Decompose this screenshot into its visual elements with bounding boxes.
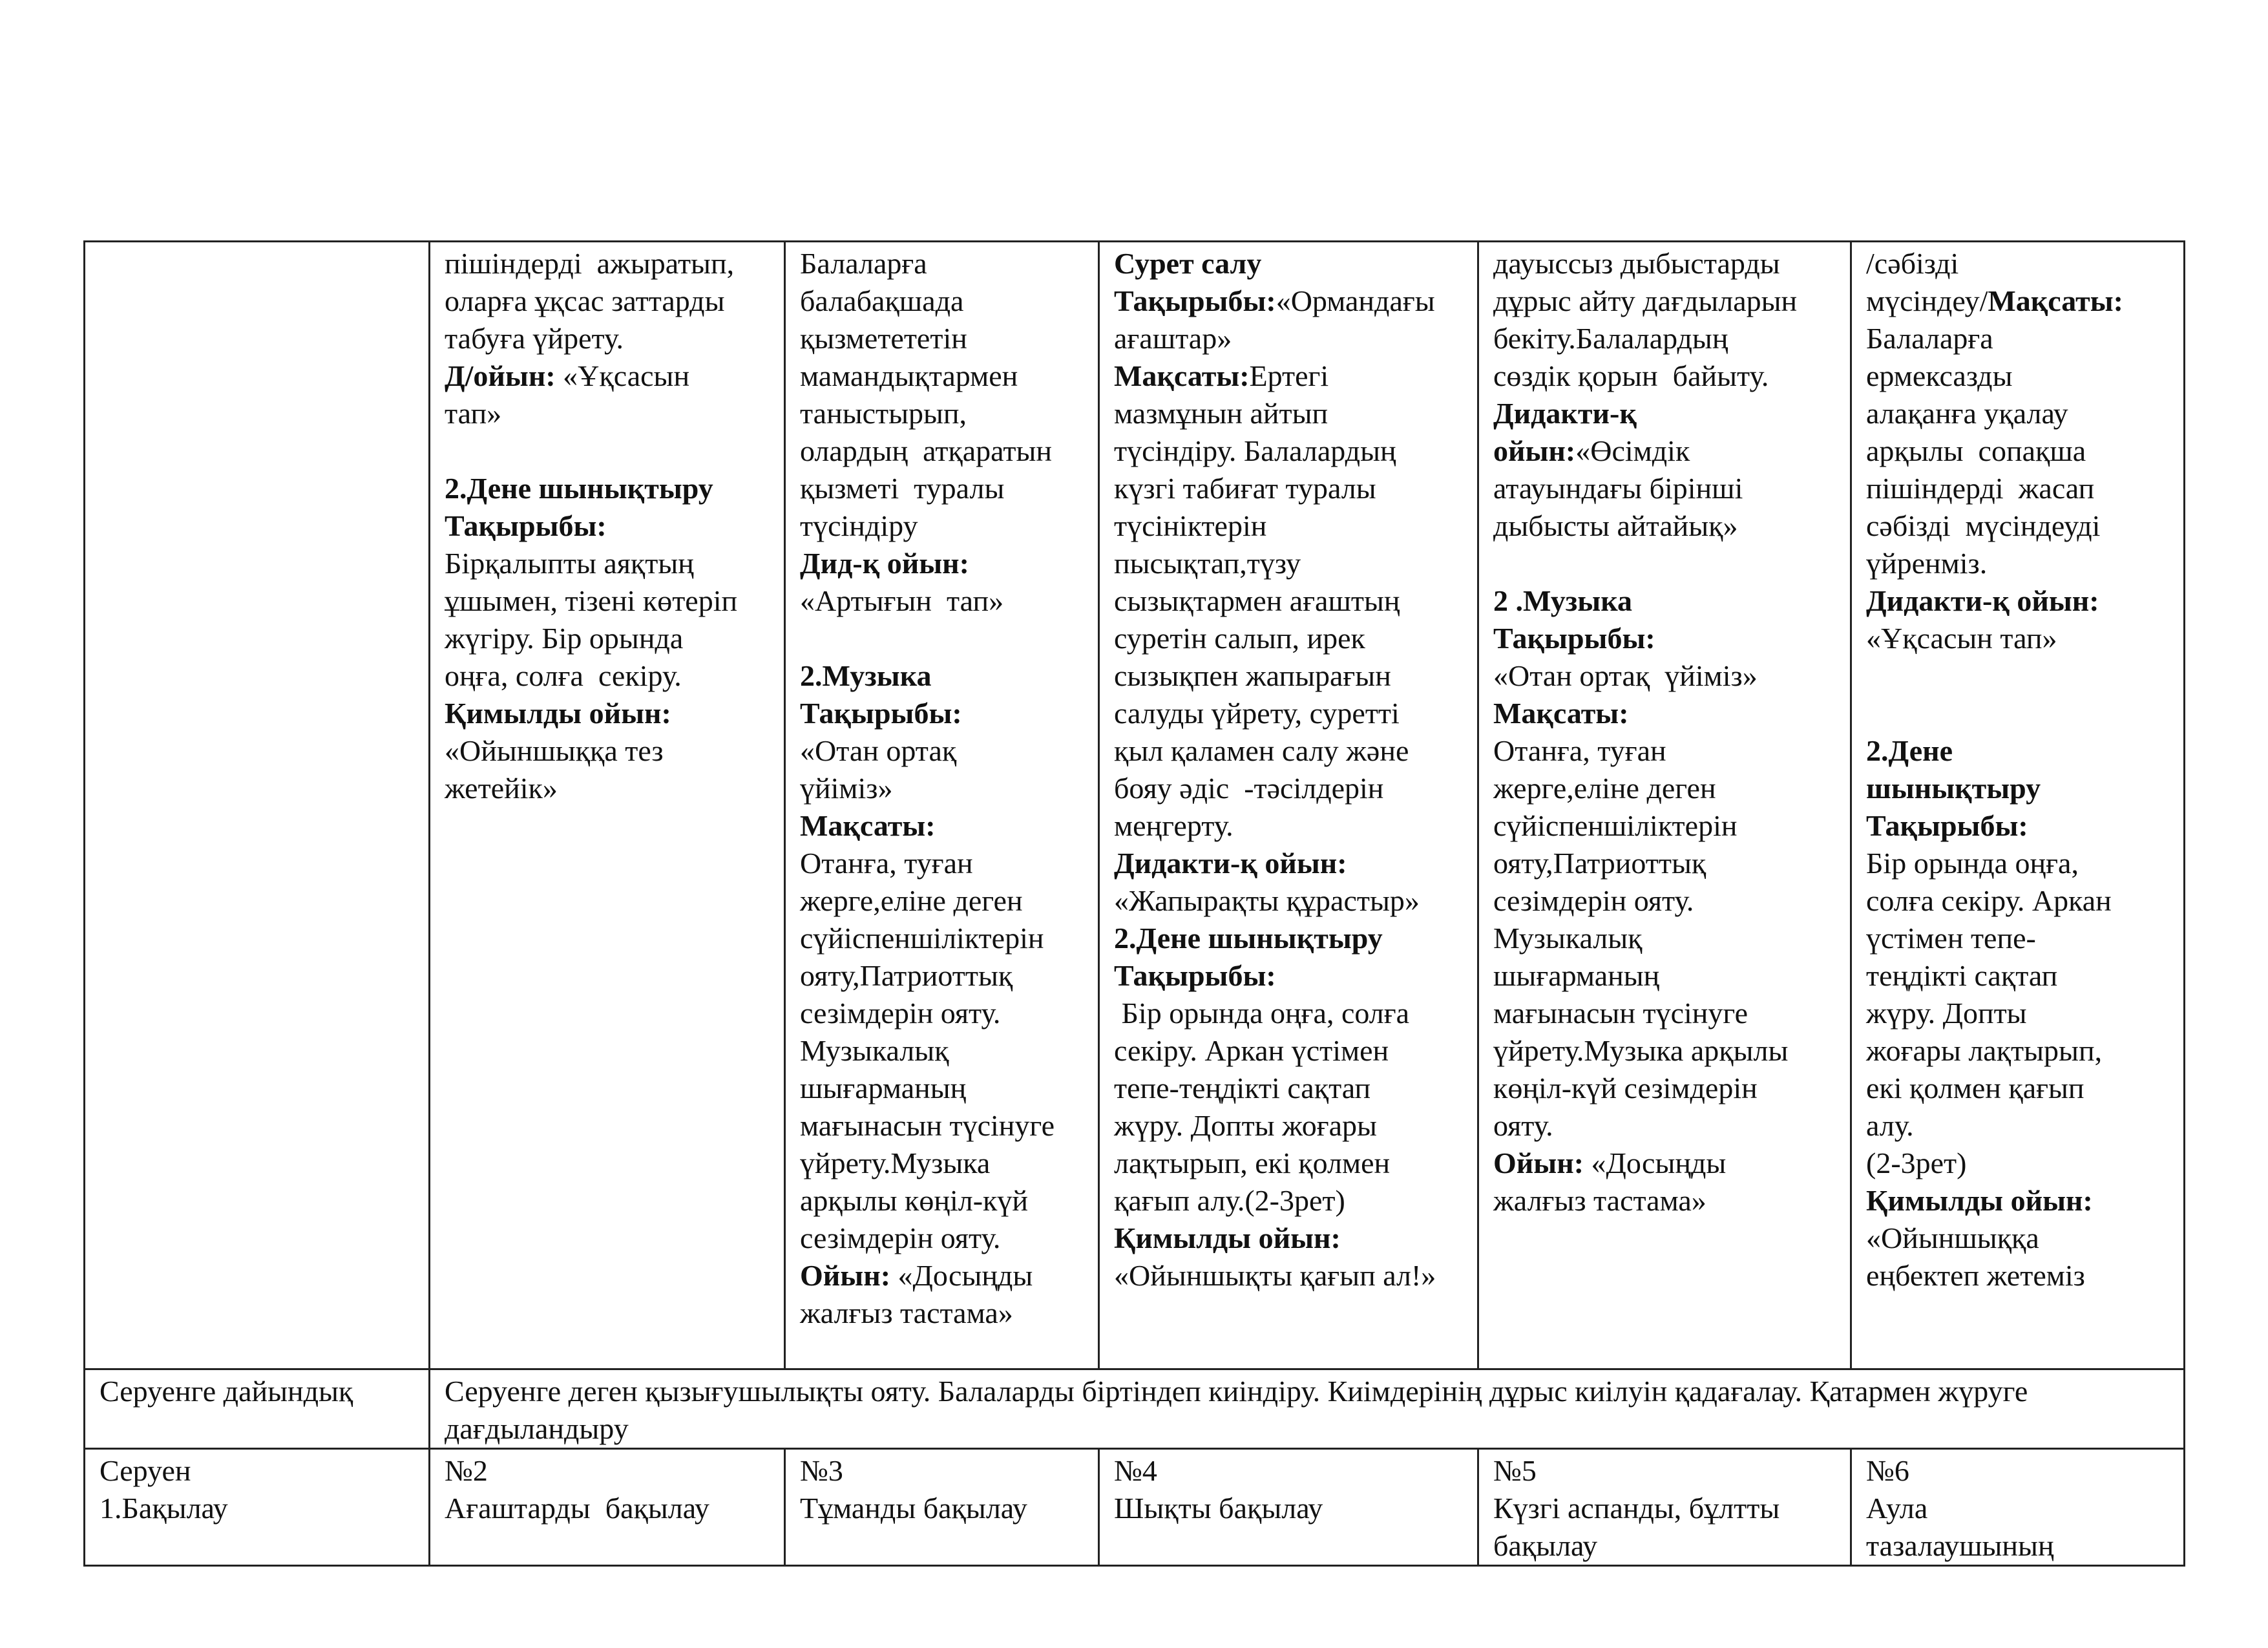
cell-text: мамандықтармен [800, 359, 1018, 392]
cell-line [1114, 1145, 1468, 1182]
cell-text: қағып алу.(2-3рет) [1114, 1184, 1345, 1217]
cell-line [1114, 845, 1468, 882]
cell-line [800, 357, 1089, 395]
activity-cell [1478, 242, 1851, 1369]
cell-line [1866, 732, 2174, 770]
cell-line [1493, 545, 1841, 582]
cell-text: «Артығын тап» [800, 584, 1004, 617]
cell-line [1866, 1257, 2174, 1294]
cell-heading: Қимылды ойын: [445, 697, 671, 730]
cell-line [1866, 1220, 2174, 1257]
cell-text: жетейік» [445, 772, 558, 805]
cell-line [800, 1070, 1089, 1107]
cell-text: оңға, солға секіру. [445, 659, 682, 692]
row-label: Серуен [100, 1454, 191, 1487]
cell-heading: Тақырыбы: [1493, 622, 1655, 655]
cell-text: сәбізді мүсіндеуді [1866, 509, 2101, 542]
cell-line [445, 395, 775, 432]
cell-heading: Тақырыбы: [445, 509, 607, 542]
cell-line [1493, 1070, 1841, 1107]
cell-line [1493, 245, 1841, 282]
cell-line [800, 582, 1089, 620]
cell-line [800, 470, 1089, 507]
cell-line [1493, 1182, 1841, 1220]
cell-heading: Қимылды ойын: [1866, 1184, 2093, 1217]
preparation-cell [430, 1369, 2185, 1449]
cell-line [800, 1145, 1089, 1182]
cell-line [1114, 432, 1468, 470]
cell-line [1866, 957, 2174, 995]
cell-line [1866, 1032, 2174, 1070]
cell-text: үстімен тепе- [1866, 922, 2036, 955]
cell-text: Музыкалық [1493, 922, 1643, 955]
cell-line [800, 320, 1089, 357]
cell-text: екі қолмен қағып [1866, 1072, 2084, 1104]
cell-heading: Дид-қ ойын: [800, 547, 969, 580]
cell-line [1493, 1145, 1841, 1182]
cell-text: «Досыңды [1584, 1146, 1727, 1179]
cell-line [1866, 582, 2174, 620]
cell-line [445, 245, 775, 282]
cell-line [1866, 507, 2174, 545]
cell-line [1114, 1070, 1468, 1107]
cell-text: Бірқалыпты аяқтың [445, 547, 694, 580]
cell-line [445, 620, 775, 657]
row-label: Серуенге дайындық [100, 1375, 353, 1408]
cell-line [800, 957, 1089, 995]
cell-line [1866, 995, 2174, 1032]
cell-line [1114, 695, 1468, 732]
cell-line [1114, 1032, 1468, 1070]
cell-line [1493, 770, 1841, 807]
cell-line [1866, 657, 2174, 695]
cell-text: түсініктерін [1114, 509, 1267, 542]
cell-text: алақанға уқалау [1866, 397, 2068, 430]
cell-line [1866, 357, 2174, 395]
cell-heading: Ойын: [800, 1259, 891, 1292]
cell-text: алу. [1866, 1109, 1914, 1142]
cell-heading: 2.Дене шынықтыру [1114, 922, 1383, 955]
observation-number: №6 [1866, 1454, 1909, 1487]
activity-cell [1099, 242, 1478, 1369]
cell-line [1866, 845, 2174, 882]
cell-line [1493, 620, 1841, 657]
activity-cell [785, 242, 1099, 1369]
cell-line [800, 732, 1089, 770]
cell-text: қызметі туралы [800, 472, 1005, 505]
cell-text: сызықтармен ағаштың [1114, 584, 1400, 617]
cell-line [800, 432, 1089, 470]
cell-text: Бір орында оңға, солға [1114, 997, 1409, 1030]
cell-text [1866, 697, 1874, 730]
cell-text: олардың атқаратын [800, 434, 1053, 467]
observation-title: Тұманды бақылау [800, 1492, 1027, 1525]
cell-line [1866, 882, 2174, 920]
cell-line [1114, 282, 1468, 320]
cell-heading: Сурет салу [1114, 247, 1262, 280]
cell-text: мағынасын түсінуге [800, 1109, 1055, 1142]
cell-line [800, 282, 1089, 320]
cell-text: Бір орында оңға, [1866, 847, 2079, 880]
cell-text: жалғыз тастама» [1493, 1184, 1706, 1217]
row-label-cell [85, 1449, 430, 1566]
cell-line [445, 582, 775, 620]
observation-title: Аула [1866, 1492, 1928, 1525]
cell-line [1493, 432, 1841, 470]
cell-heading: Мақсаты: [1988, 284, 2123, 317]
cell-line [445, 545, 775, 582]
cell-heading: Дидакти-қ ойын: [1114, 847, 1347, 880]
cell-heading: Дидакти-қ ойын: [1866, 584, 2099, 617]
activities-row [85, 242, 2185, 1369]
cell-line [1114, 507, 1468, 545]
observation-cell [1099, 1449, 1478, 1566]
cell-line [1866, 395, 2174, 432]
cell-line [1866, 432, 2174, 470]
cell-line [800, 1294, 1089, 1332]
cell-line [1493, 995, 1841, 1032]
cell-text: Отанға, туған [800, 847, 973, 880]
cell-text: Ертегі [1249, 359, 1329, 392]
cell-text: бояу әдіс -тәсілдерін [1114, 772, 1384, 805]
cell-line [1114, 395, 1468, 432]
cell-line [1114, 582, 1468, 620]
cell-text: сызықпен жапырағын [1114, 659, 1391, 692]
cell-line [1114, 620, 1468, 657]
preparation-text: Серуенге деген қызығушылықты ояту. Балаларды біртіндеп киіндіру. Киімдерінің дұрыс киілуін қадағалау. Қатармен жүруге дағдыландыру [445, 1375, 2028, 1445]
cell-heading: 2.Музыка [800, 659, 932, 692]
cell-line [1493, 282, 1841, 320]
cell-line [800, 1032, 1089, 1070]
cell-text: пішіндерді ажыратып, [445, 247, 735, 280]
cell-line [1866, 245, 2174, 282]
observation-cell [1851, 1449, 2185, 1566]
cell-line [800, 882, 1089, 920]
cell-line [1114, 470, 1468, 507]
row-label-cell [85, 1369, 430, 1449]
cell-text [1866, 659, 1874, 692]
cell-line [445, 282, 775, 320]
cell-line [1114, 357, 1468, 395]
cell-text: шығарманың [800, 1072, 967, 1104]
observation-number: №5 [1493, 1454, 1537, 1487]
cell-line [1493, 395, 1841, 432]
cell-line [1114, 732, 1468, 770]
cell-line [1114, 657, 1468, 695]
cell-text: түсіндіру. Балалардың [1114, 434, 1396, 467]
cell-line [445, 732, 775, 770]
cell-line [800, 545, 1089, 582]
cell-text [800, 622, 808, 655]
cell-line [800, 507, 1089, 545]
cell-text: «Отан ортақ үйіміз» [1493, 659, 1758, 692]
cell-line [445, 432, 775, 470]
cell-text: солға секіру. Аркан [1866, 884, 2112, 917]
cell-text: жүру. Допты жоғары [1114, 1109, 1377, 1142]
cell-text: жерге,еліне деген [1493, 772, 1716, 805]
cell-text [1493, 547, 1501, 580]
cell-text: күзгі табиғат туралы [1114, 472, 1376, 505]
cell-text: «Ойыншыққа тез [445, 734, 664, 767]
cell-text: ермексазды [1866, 359, 2013, 392]
cell-line [1493, 845, 1841, 882]
cell-heading: 2.Дене шынықтыру [445, 472, 713, 505]
observation-number: №4 [1114, 1454, 1157, 1487]
cell-line [445, 320, 775, 357]
observation-title: Ағаштарды бақылау [445, 1492, 709, 1525]
cell-line [1493, 807, 1841, 845]
cell-heading: Мақсаты: [1114, 359, 1250, 392]
cell-line [1114, 882, 1468, 920]
walk-row [85, 1449, 2185, 1566]
cell-line [1866, 695, 2174, 732]
cell-line [800, 995, 1089, 1032]
observation-cell [1478, 1449, 1851, 1566]
cell-text: табуға үйрету. [445, 322, 624, 355]
cell-text: «Жапырақты құрастыр» [1114, 884, 1420, 917]
cell-text: «Досыңды [890, 1259, 1033, 1292]
cell-line [1493, 357, 1841, 395]
cell-text: мүсіндеу/ [1866, 284, 1988, 317]
cell-line [445, 470, 775, 507]
observation-title: бақылау [1493, 1529, 1598, 1562]
cell-heading: Мақсаты: [800, 809, 936, 842]
cell-text: жүгіру. Бір орында [445, 622, 684, 655]
cell-line [445, 507, 775, 545]
cell-line [1114, 770, 1468, 807]
observation-title: тазалаушының [1866, 1529, 2054, 1562]
row-label-cell [85, 242, 430, 1369]
cell-line [1114, 1182, 1468, 1220]
cell-line [800, 920, 1089, 957]
cell-text: қызметететін [800, 322, 967, 355]
cell-text: «Ұқсасын тап» [1866, 622, 2057, 655]
cell-text: лақтырып, екі қолмен [1114, 1146, 1391, 1179]
observation-number: №2 [445, 1454, 488, 1487]
cell-line [1866, 282, 2174, 320]
observation-number: №3 [800, 1454, 843, 1487]
cell-line [1493, 470, 1841, 507]
cell-text: пішіндерді жасап [1866, 472, 2095, 505]
cell-heading: Тақырыбы: [800, 697, 962, 730]
cell-text: сөздік қорын байыту. [1493, 359, 1769, 392]
cell-line [445, 357, 775, 395]
cell-line [1866, 920, 2174, 957]
cell-text: сезімдерін ояту. [800, 1221, 1001, 1254]
cell-line [1866, 1182, 2174, 1220]
cell-text: Балаларға [1866, 322, 1993, 355]
cell-text: «Ормандағы [1276, 284, 1435, 317]
cell-text: тепе-теңдікті сақтап [1114, 1072, 1371, 1104]
cell-line [1493, 732, 1841, 770]
cell-line [1866, 1107, 2174, 1145]
cell-line [800, 845, 1089, 882]
cell-heading: Қимылды ойын: [1114, 1221, 1341, 1254]
activity-cell [1851, 242, 2185, 1369]
cell-line [1114, 807, 1468, 845]
cell-text: мағынасын түсінуге [1493, 997, 1748, 1030]
cell-line [1866, 1070, 2174, 1107]
cell-text: түсіндіру [800, 509, 918, 542]
cell-text: ағаштар» [1114, 322, 1232, 355]
cell-line [1114, 1257, 1468, 1294]
cell-line [1114, 957, 1468, 995]
cell-heading: Тақырыбы: [1866, 809, 2028, 842]
cell-text: сезімдерін ояту. [800, 997, 1001, 1030]
cell-line [800, 657, 1089, 695]
cell-heading: Мақсаты: [1493, 697, 1629, 730]
cell-text: балабақшада [800, 284, 964, 317]
cell-line [800, 1220, 1089, 1257]
cell-line [1866, 320, 2174, 357]
cell-line [445, 657, 775, 695]
cell-line [800, 245, 1089, 282]
cell-line [1866, 770, 2174, 807]
cell-text: арқылы сопақша [1866, 434, 2086, 467]
cell-text: мазмұнын айтып [1114, 397, 1328, 430]
cell-line [445, 770, 775, 807]
cell-line [1493, 582, 1841, 620]
observation-cell [785, 1449, 1099, 1566]
cell-text: Балаларға [800, 247, 927, 280]
cell-line [1114, 245, 1468, 282]
cell-text: Отанға, туған [1493, 734, 1666, 767]
cell-heading: шынықтыру [1866, 772, 2041, 805]
cell-line [1114, 1220, 1468, 1257]
cell-text: сүйіспеншіліктерін [1493, 809, 1738, 842]
cell-line [800, 1182, 1089, 1220]
cell-line [1493, 507, 1841, 545]
cell-line [1493, 882, 1841, 920]
cell-text: /сәбізді [1866, 247, 1959, 280]
cell-text: еңбектеп жетеміз [1866, 1259, 2085, 1292]
observation-title: Шықты бақылау [1114, 1492, 1323, 1525]
cell-text: қыл қаламен салу және [1114, 734, 1409, 767]
cell-line [800, 695, 1089, 732]
cell-text: сезімдерін ояту. [1493, 884, 1694, 917]
cell-line [1114, 920, 1468, 957]
cell-text: ұшымен, тізені көтеріп [445, 584, 738, 617]
cell-text: шығарманың [1493, 959, 1660, 992]
cell-heading: Дидакти-қ [1493, 397, 1637, 430]
cell-text: жерге,еліне деген [800, 884, 1023, 917]
cell-text: «Ұқсасын [555, 359, 690, 392]
observation-title: Күзгі аспанды, бұлтты [1493, 1492, 1780, 1525]
cell-text: салуды үйрету, суретті [1114, 697, 1400, 730]
cell-line [1493, 1032, 1841, 1070]
cell-line [1493, 957, 1841, 995]
cell-text: (2-3рет) [1866, 1146, 1967, 1179]
cell-text: дыбысты айтайық» [1493, 509, 1738, 542]
cell-line [1866, 1145, 2174, 1182]
observation-cell [430, 1449, 785, 1566]
cell-line [1493, 657, 1841, 695]
cell-text: оларға ұқсас заттарды [445, 284, 725, 317]
cell-heading: Тақырыбы: [1114, 959, 1276, 992]
cell-text: атауындағы бірінші [1493, 472, 1743, 505]
cell-text: жүру. Допты [1866, 997, 2027, 1030]
cell-heading: Тақырыбы: [1114, 284, 1276, 317]
cell-text: теңдікті сақтап [1866, 959, 2058, 992]
cell-line [1493, 920, 1841, 957]
cell-line [800, 1257, 1089, 1294]
cell-heading: 2.Дене [1866, 734, 1953, 767]
cell-line [800, 1107, 1089, 1145]
cell-line [445, 695, 775, 732]
cell-heading: ойын: [1493, 434, 1576, 467]
cell-text: «Ойыншыққа [1866, 1221, 2039, 1254]
cell-line [1866, 545, 2174, 582]
cell-text: ояту. [1493, 1109, 1553, 1142]
cell-line [800, 770, 1089, 807]
cell-line [1114, 545, 1468, 582]
cell-line [800, 807, 1089, 845]
cell-text: ояту,Патриоттық [1493, 847, 1706, 880]
cell-text: үйрету.Музыка [800, 1146, 991, 1179]
cell-text: ояту,Патриоттық [800, 959, 1013, 992]
cell-text: секіру. Аркан үстімен [1114, 1034, 1389, 1067]
cell-line [1493, 320, 1841, 357]
row-sublabel: 1.Бақылау [100, 1492, 228, 1525]
cell-line [1866, 620, 2174, 657]
cell-text: «Ойыншықты қағып ал!» [1114, 1259, 1436, 1292]
walk-preparation-row [85, 1369, 2185, 1449]
cell-text: үйренміз. [1866, 547, 1988, 580]
cell-text: пысықтап,түзу [1114, 547, 1301, 580]
cell-line [1114, 320, 1468, 357]
cell-heading: Д/ойын: [445, 359, 556, 392]
cell-text: жоғары лақтырып, [1866, 1034, 2103, 1067]
cell-text: тап» [445, 397, 502, 430]
cell-line [800, 620, 1089, 657]
cell-line [1114, 1107, 1468, 1145]
cell-line [1866, 807, 2174, 845]
cell-text: таныстырып, [800, 397, 967, 430]
cell-text: дұрыс айту дағдыларын [1493, 284, 1798, 317]
cell-text: сүйіспеншіліктерін [800, 922, 1044, 955]
cell-heading: 2 .Музыка [1493, 584, 1633, 617]
cell-text: бекіту.Балалардың [1493, 322, 1728, 355]
cell-text: меңгерту. [1114, 809, 1234, 842]
cell-line [1493, 695, 1841, 732]
lesson-plan-table [83, 240, 2185, 1567]
cell-heading: Ойын: [1493, 1146, 1584, 1179]
cell-text: арқылы көңіл-күй [800, 1184, 1029, 1217]
cell-text: Музыкалық [800, 1034, 949, 1067]
cell-line [1114, 995, 1468, 1032]
cell-text: суретін салып, ирек [1114, 622, 1365, 655]
cell-text: үйрету.Музыка арқылы [1493, 1034, 1789, 1067]
cell-line [800, 395, 1089, 432]
cell-text: көңіл-күй сезімдерін [1493, 1072, 1758, 1104]
cell-text: дауыссыз дыбыстарды [1493, 247, 1780, 280]
activity-cell [430, 242, 785, 1369]
cell-text: жалғыз тастама» [800, 1296, 1013, 1329]
cell-text [445, 434, 452, 467]
cell-line [1866, 470, 2174, 507]
cell-text: «Отан ортақ [800, 734, 957, 767]
cell-text: «Өсімдік [1575, 434, 1690, 467]
cell-text: үйіміз» [800, 772, 893, 805]
cell-line [1493, 1107, 1841, 1145]
